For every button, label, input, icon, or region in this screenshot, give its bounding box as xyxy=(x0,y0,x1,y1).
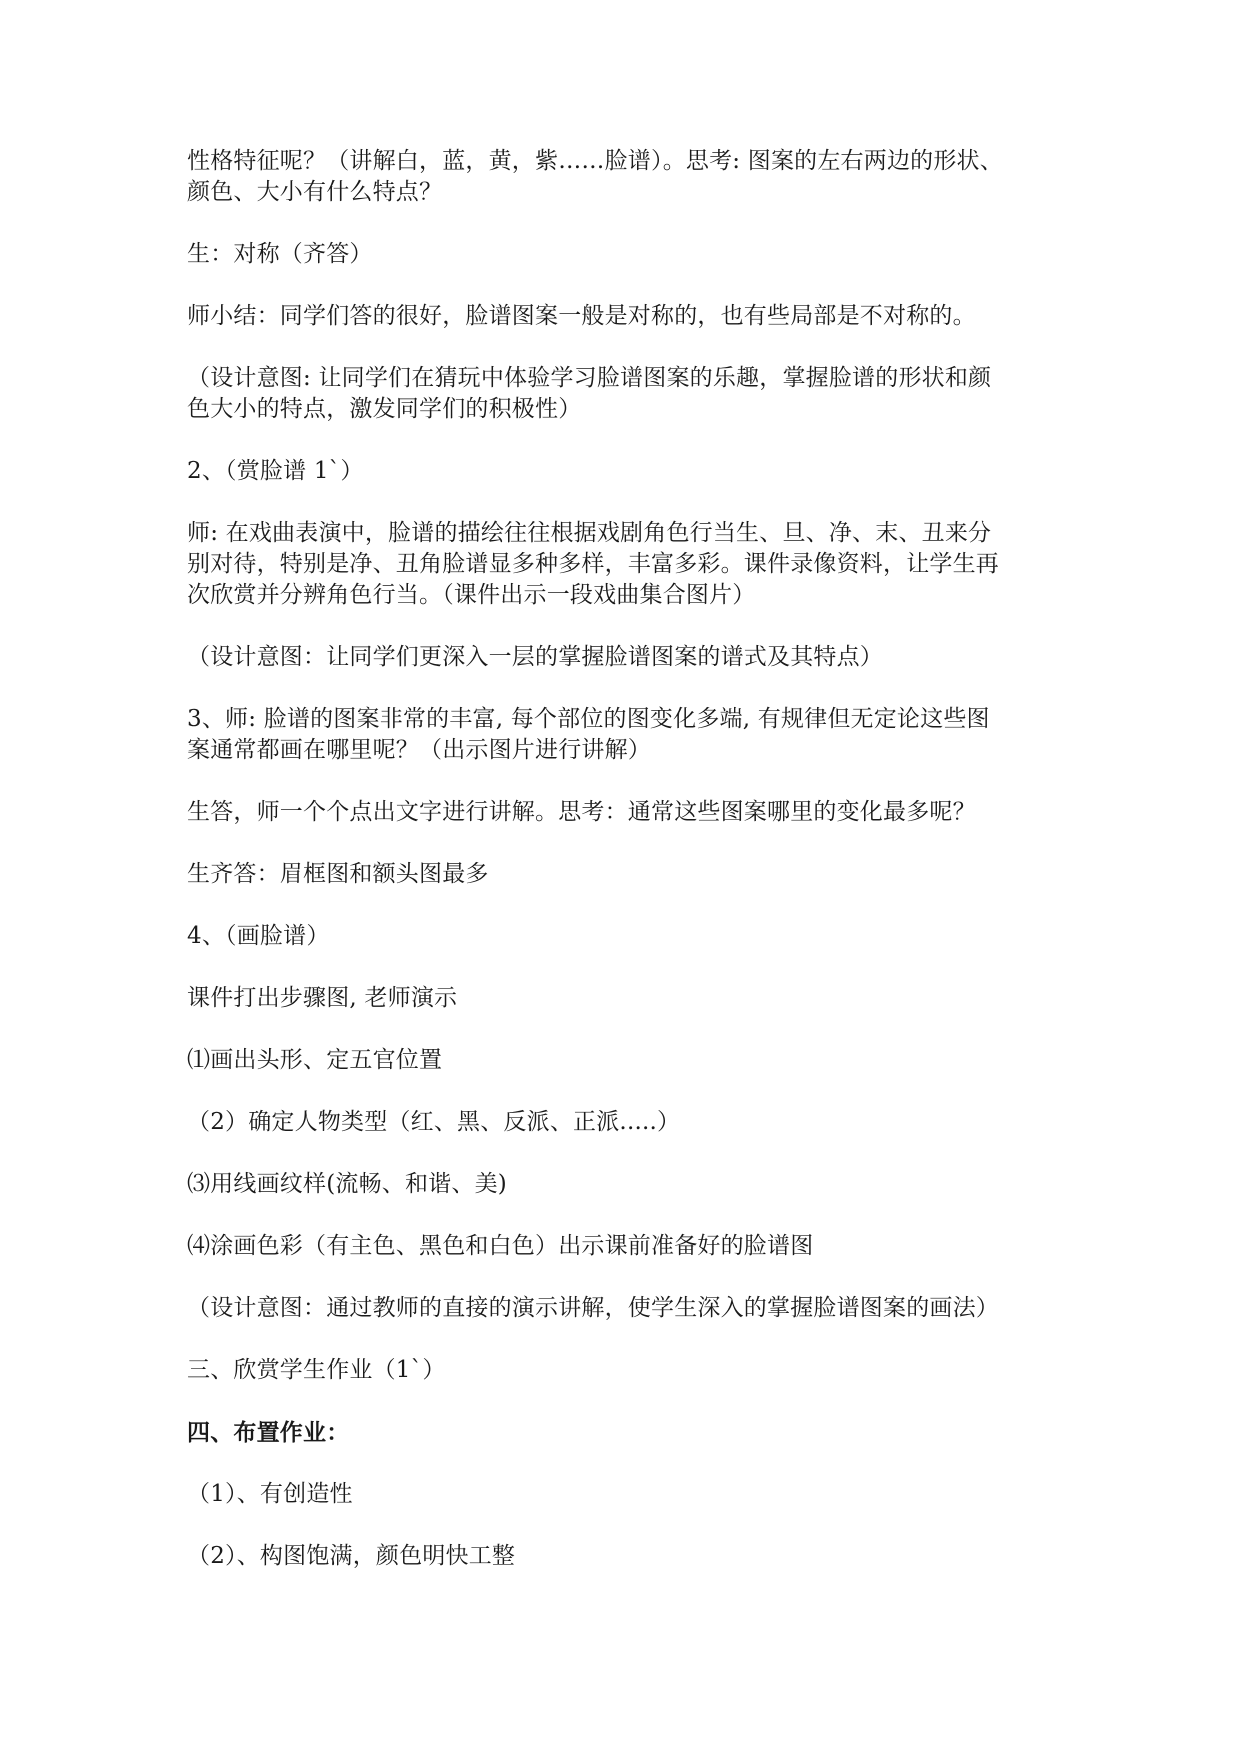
text-line: （2）、构图饱满，颜色明快工整 xyxy=(187,1543,516,1569)
paragraph-pattern-locations xyxy=(187,704,1057,766)
text-line: （设计意图：让同学们更深入一层的掌握脸谱图案的谱式及其特点） xyxy=(187,644,883,670)
paragraph-student-answer-symmetry xyxy=(187,239,1057,270)
text-line: 三、欣赏学生作业（1`） xyxy=(187,1357,446,1383)
homework-item-2 xyxy=(187,1541,1057,1572)
text-line: 次欣赏并分辨角色行当。（课件出示一段戏曲集合图片） xyxy=(187,582,756,608)
text-line: 3、师: 脸谱的图案非常的丰富, 每个部位的图变化多端, 有规律但无定论这些图 xyxy=(187,706,990,732)
text-line: 生齐答：眉框图和额头图最多 xyxy=(187,861,489,887)
text-line: （设计意图: 让同学们在猜玩中体验学习脸谱图案的乐趣，掌握脸谱的形状和颜 xyxy=(187,365,992,391)
step-1-head-shape xyxy=(187,1045,1057,1076)
step-4-coloring xyxy=(187,1231,1057,1262)
text-line: 四、布置作业： xyxy=(187,1419,350,1446)
text-line: 4、（画脸谱） xyxy=(187,923,330,949)
text-line: 2、（赏脸谱 1`） xyxy=(187,458,364,484)
paragraph-student-chorus-answer xyxy=(187,859,1057,890)
step-3-line-patterns xyxy=(187,1169,1057,1200)
text-line: （2）确定人物类型（红、黑、反派、正派.....） xyxy=(187,1109,681,1135)
paragraph-design-intent-2 xyxy=(187,642,1057,673)
text-line: 颜色、大小有什么特点？ xyxy=(187,179,443,205)
paragraph-opera-roles xyxy=(187,518,1057,611)
text-line: 性格特征呢？（讲解白，蓝，黄，紫……脸谱）。思考: 图案的左右两边的形状、 xyxy=(187,148,1003,174)
text-line: 别对待，特别是净、丑角脸谱显多种多样，丰富多彩。课件录像资料，让学生再 xyxy=(187,551,999,577)
heading-assign-homework xyxy=(187,1417,1057,1448)
heading-draw-masks xyxy=(187,921,1057,952)
heading-appreciate-masks xyxy=(187,456,1057,487)
text-line: （1）、有创造性 xyxy=(187,1481,353,1507)
text-line: 师: 在戏曲表演中，脸谱的描绘往往根据戏剧角色行当生、旦、净、末、丑来分 xyxy=(187,520,992,546)
text-line: 课件打出步骤图, 老师演示 xyxy=(187,985,458,1011)
text-line: ⑷涂画色彩（有主色、黑色和白色）出示课前准备好的脸谱图 xyxy=(187,1233,814,1259)
document-body xyxy=(187,146,1057,1572)
text-line: ⑴画出头形、定五官位置 xyxy=(187,1047,443,1073)
heading-appreciate-student-work xyxy=(187,1355,1057,1386)
text-line: 生答，师一个个点出文字进行讲解。思考：通常这些图案哪里的变化最多呢？ xyxy=(187,799,976,825)
paragraph-personality-question xyxy=(187,146,1057,208)
paragraph-teacher-summary xyxy=(187,301,1057,332)
step-2-character-type xyxy=(187,1107,1057,1138)
text-line: 生：对称（齐答） xyxy=(187,241,373,267)
text-line: 师小结：同学们答的很好，脸谱图案一般是对称的，也有些局部是不对称的。 xyxy=(187,303,976,329)
paragraph-courseware-steps xyxy=(187,983,1057,1014)
homework-item-1 xyxy=(187,1479,1057,1510)
paragraph-student-answer-explain xyxy=(187,797,1057,828)
paragraph-design-intent-3 xyxy=(187,1293,1057,1324)
paragraph-design-intent-1 xyxy=(187,363,1057,425)
text-line: ⑶用线画纹样(流畅、和谐、美) xyxy=(187,1171,507,1197)
text-line: 案通常都画在哪里呢？（出示图片进行讲解） xyxy=(187,737,651,763)
text-line: （设计意图：通过教师的直接的演示讲解，使学生深入的掌握脸谱图案的画法） xyxy=(187,1295,999,1321)
text-line: 色大小的特点，激发同学们的积极性） xyxy=(187,396,582,422)
